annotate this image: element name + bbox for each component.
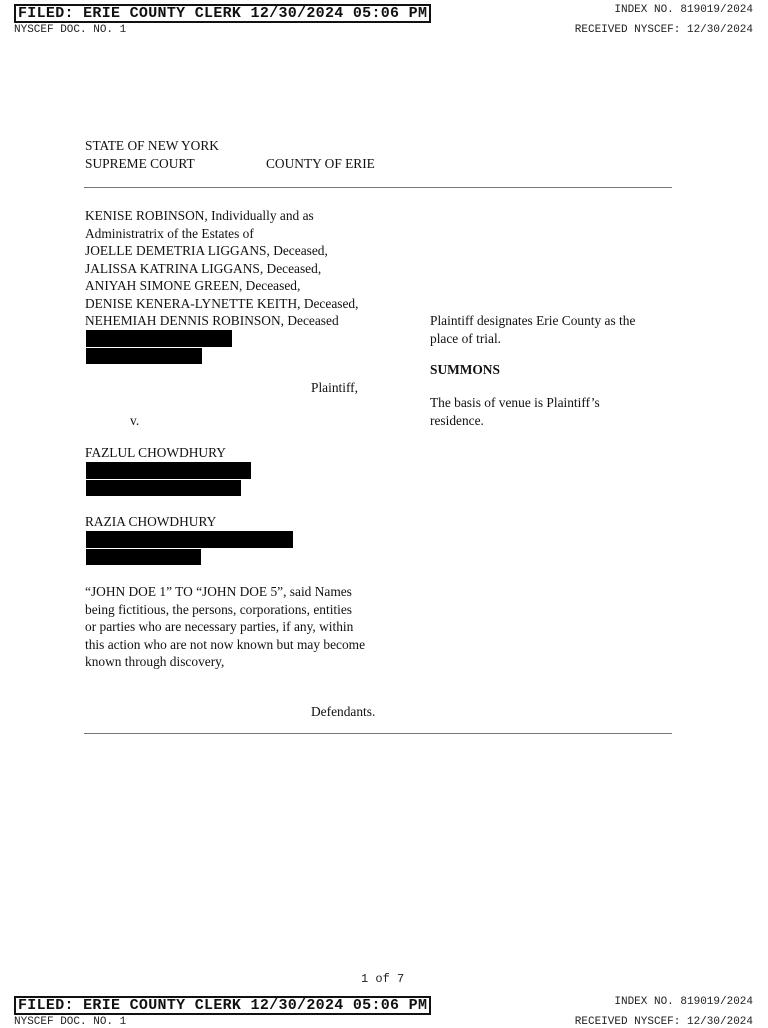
caption-bottom-rule — [84, 733, 672, 734]
redaction-bar — [86, 462, 251, 479]
redaction-bar — [86, 330, 232, 347]
footer-doc-number: NYSCEF DOC. NO. 1 — [14, 1016, 127, 1028]
venue-designation-line: Plaintiff designates Erie County as the — [430, 313, 636, 328]
venue-designation-line: place of trial. — [430, 330, 502, 346]
defendant-name: FAZLUL CHOWDHURY — [85, 445, 226, 460]
court-name: SUPREME COURT — [85, 156, 195, 171]
plaintiff-line: JALISSA KATRINA LIGGANS, Deceased, — [85, 260, 322, 276]
court-state: STATE OF NEW YORK — [85, 138, 219, 153]
footer-index-number: INDEX NO. 819019/2024 — [614, 996, 753, 1008]
plaintiff-line: NEHEMIAH DENNIS ROBINSON, Deceased — [85, 313, 339, 328]
john-doe-line: “JOHN DOE 1” TO “JOHN DOE 5”, said Names — [85, 584, 352, 599]
redaction-bar — [86, 480, 241, 496]
filed-stamp: FILED: ERIE COUNTY CLERK 12/30/2024 05:06 PM — [14, 4, 431, 23]
john-doe-line: or parties who are necessary parties, if any, within — [85, 619, 354, 634]
received-date: RECEIVED NYSCEF: 12/30/2024 — [574, 24, 753, 36]
index-number: INDEX NO. 819019/2024 — [614, 4, 753, 16]
john-doe-line: being fictitious, the persons, corporations, entities — [85, 601, 353, 617]
redaction-bar — [86, 348, 202, 364]
page-number: 1 of 7 — [361, 972, 405, 986]
plaintiff-role: Plaintiff, — [311, 380, 358, 395]
redaction-bar — [86, 549, 201, 565]
defendant-name: RAZIA CHOWDHURY — [85, 514, 217, 529]
summons-title: SUMMONS — [430, 362, 500, 377]
defendants-role: Defendants. — [311, 704, 376, 719]
court-county: COUNTY OF ERIE — [266, 156, 375, 171]
plaintiff-line: DENISE KENERA-LYNETTE KEITH, Deceased, — [85, 295, 359, 311]
plaintiff-line: ANIYAH SIMONE GREEN, Deceased, — [85, 278, 301, 293]
venue-basis-line: The basis of venue is Plaintiff’s — [430, 395, 600, 410]
john-doe-line: this action who are not now known but may become — [85, 636, 366, 652]
caption-top-rule — [84, 187, 672, 188]
plaintiff-line: JOELLE DEMETRIA LIGGANS, Deceased, — [85, 243, 328, 258]
plaintiff-line: Administratrix of the Estates of — [85, 225, 254, 241]
venue-basis-line: residence. — [430, 412, 484, 428]
versus: v. — [130, 413, 140, 428]
doc-number: NYSCEF DOC. NO. 1 — [14, 24, 127, 36]
john-doe-line: known through discovery, — [85, 654, 225, 669]
redaction-bar — [86, 531, 293, 548]
footer-received-date: RECEIVED NYSCEF: 12/30/2024 — [574, 1016, 753, 1028]
footer-filed-stamp: FILED: ERIE COUNTY CLERK 12/30/2024 05:06 PM — [14, 996, 431, 1015]
plaintiff-line: KENISE ROBINSON, Individually and as — [85, 208, 314, 223]
